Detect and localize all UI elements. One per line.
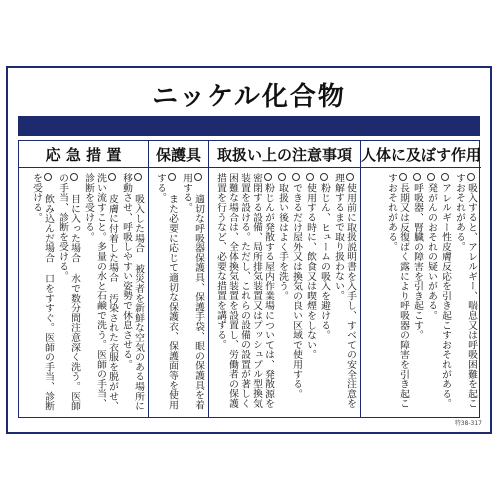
item-text: できるだけ屋外又は換気の良い区域で使用する。 xyxy=(291,183,302,399)
item-text: 汚染された衣服を脱がせ、洗い流すこと。多量の水と石鹸で洗う。医師の手当、診断を受ける。 xyxy=(83,173,118,411)
bullet-icon xyxy=(70,173,78,181)
handling-item xyxy=(276,173,288,411)
protective-item xyxy=(180,173,204,411)
protective-body xyxy=(153,173,204,411)
handling-item xyxy=(214,173,274,411)
first-aid-item xyxy=(56,173,80,411)
bullet-icon xyxy=(413,173,421,181)
bullet-icon xyxy=(194,173,202,181)
bullet-icon xyxy=(427,173,435,181)
item-text: 取扱い後はよく手を洗う。 xyxy=(277,183,288,301)
item-text: 粉じん、ヒュームの吸入を避ける。 xyxy=(319,183,330,340)
bullet-icon xyxy=(108,173,116,181)
first-aid-item xyxy=(82,173,118,411)
handling-item xyxy=(332,173,356,411)
handling-item xyxy=(290,173,302,411)
handling-body xyxy=(213,173,356,411)
item-text: アレルギー性皮膚反応を引き起こすおそれがある。 xyxy=(440,183,451,409)
info-grid xyxy=(18,140,480,418)
item-text: 使用する時に、飲食又は喫煙をしない。 xyxy=(305,183,316,360)
item-text: 被災者を新鮮な空気のある場所に移動させ、呼吸しやすい姿勢で休息させる。 xyxy=(121,173,144,411)
column-handling xyxy=(209,141,361,417)
effects-item xyxy=(425,173,437,411)
handling-heading: 取扱い上の注意事項 xyxy=(209,141,360,168)
item-text: 長期又は反復ばく露により呼吸器の障害を引き起こすおそれがある。 xyxy=(386,173,409,409)
column-first-aid xyxy=(19,141,149,417)
effects-item xyxy=(411,173,423,411)
first-aid-item xyxy=(30,173,54,411)
title-band xyxy=(18,116,480,136)
bullet-icon xyxy=(399,173,407,181)
item-text: 呼吸器、腎臓の障害を引き起こす。 xyxy=(412,183,423,340)
bullet-icon xyxy=(292,173,300,181)
effects-body xyxy=(365,173,477,411)
item-text: また必要に応じて適切な保護衣、保護面等を使用する。 xyxy=(155,173,178,410)
item-text: 適切な呼吸器保護具、保護手袋、眼の保護具を着用する。 xyxy=(181,173,204,410)
item-label: 吸入した場合 xyxy=(133,194,144,253)
bullet-icon xyxy=(346,173,354,181)
item-text: 粉じんが発散する屋内作業場については、発散源を密閉する設備、局所排気装置又はプッシュプル型換気装置を設ける。ただし、これらの設備の設置が著しく困難な場合は、全体換気装置を設置し、労働者の保護措置を行うなど、必要な措置を講ずる。 xyxy=(215,173,274,409)
protective-heading: 保護具 xyxy=(149,141,208,168)
bullet-icon xyxy=(306,173,314,181)
item-label: 目に入った場合 xyxy=(69,194,80,263)
item-text: 水で数分間注意深く洗う。医師の手当、診断を受ける。 xyxy=(57,173,80,411)
effects-heading: 人体に及ぼす作用 xyxy=(361,141,481,168)
effects-item xyxy=(439,173,451,411)
bullet-icon xyxy=(441,173,449,181)
column-protective xyxy=(149,141,209,417)
sign-title: ニッケル化合物 xyxy=(152,82,346,112)
first-aid-heading: 応 急 措 置 xyxy=(19,141,148,168)
item-label: 皮膚に付着した場合 xyxy=(107,194,118,283)
item-text: 吸入すると、アレルギー、喘息又は呼吸困難を起こすおそれがある。 xyxy=(454,173,477,409)
effects-item xyxy=(453,173,477,411)
bullet-icon xyxy=(44,173,52,181)
first-aid-body xyxy=(23,173,144,411)
item-text: 使用前に取扱説明書を入手し、すべての安全注意を理解するまで取り扱わない。 xyxy=(333,173,356,409)
bullet-icon xyxy=(320,173,328,181)
sign-board xyxy=(6,66,492,434)
column-effects xyxy=(361,141,481,417)
effects-item xyxy=(385,173,409,411)
product-code: 特38-317 xyxy=(454,420,482,427)
bullet-icon xyxy=(134,173,142,181)
protective-item xyxy=(154,173,178,411)
first-aid-item xyxy=(120,173,144,411)
bullet-icon xyxy=(168,173,176,181)
bullet-icon xyxy=(278,173,286,181)
item-text: 発がんのおそれの疑いがある。 xyxy=(426,183,437,321)
handling-item xyxy=(304,173,316,411)
bullet-icon xyxy=(467,173,475,181)
item-text: 口をすすぐ。医師の手当、診断を受ける。 xyxy=(31,173,54,411)
bullet-icon xyxy=(264,173,272,181)
item-label: 飲み込んだ場合 xyxy=(43,194,54,263)
handling-item xyxy=(318,173,330,411)
